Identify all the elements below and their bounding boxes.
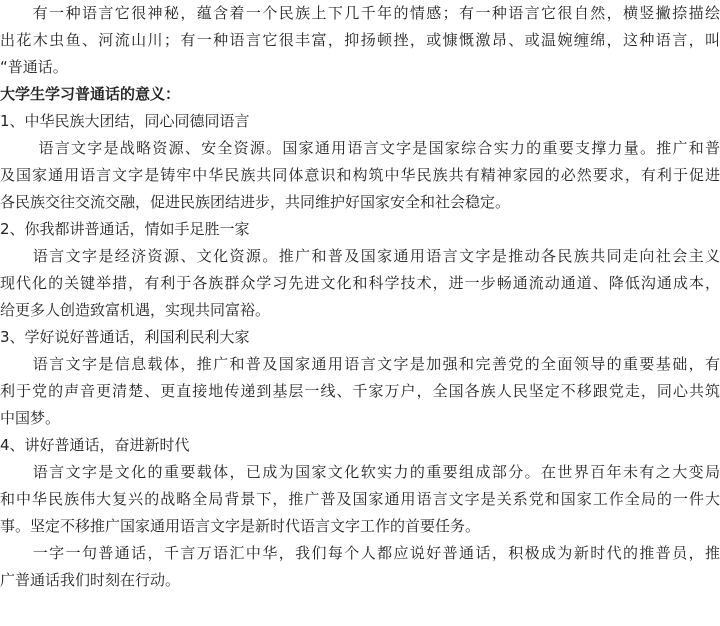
- intro-line: “普通话。: [0, 58, 68, 76]
- paragraph-line: 各民族交往交流交融，促进民族团结进步，共同维护好国家安全和社会稳定。: [0, 193, 511, 211]
- section-title: 3、学好说好普通话，利国利民利大家: [0, 328, 250, 346]
- closing-paragraph: [0, 540, 720, 594]
- paragraph-line: 及国家通用语言文字是铸牢中华民族共同体意识和构筑中华民族共有精神家园的必然要求，有利于促进: [0, 166, 720, 184]
- section-heading: 大学生学习普通话的意义：: [0, 85, 181, 103]
- section-title: 4、讲好普通话，奋进新时代: [0, 436, 190, 454]
- section-paragraph: [0, 459, 720, 540]
- closing-line: 一字一句普通话，千言万语汇中华，我们每个人都应说好普通话，积极成为新时代的推普员，推: [0, 544, 720, 562]
- section-title: 2、你我都讲普通话，情如手足胜一家: [0, 220, 250, 238]
- paragraph-line: 事。坚定不移推广国家通用语言文字是新时代语言文字工作的首要任务。: [0, 517, 481, 535]
- section-paragraph: [0, 243, 720, 324]
- section-2: [0, 216, 720, 324]
- section-4: [0, 432, 720, 540]
- paragraph-line: 语言文字是文化的重要载体，已成为国家文化软实力的重要组成部分。在世界百年未有之大变局: [0, 463, 720, 481]
- section-1: [0, 108, 720, 216]
- section-3: [0, 324, 720, 432]
- paragraph-line: 语言文字是经济资源、文化资源。推广和普及国家通用语言文字是推动各民族共同走向社会主义: [0, 247, 720, 265]
- paragraph-line: 和中华民族伟大复兴的战略全局背景下，推广普及国家通用语言文字是关系党和国家工作全局的一件大: [0, 490, 720, 508]
- paragraph-line: 语言文字是战略资源、安全资源。国家通用语言文字是国家综合实力的重要支撑力量。推广和普: [0, 139, 720, 157]
- section-paragraph: [0, 351, 720, 432]
- intro-paragraph: [0, 0, 720, 81]
- intro-line: 有一种语言它很神秘，蕴含着一个民族上下几千年的情感；有一种语言它很自然，横竖撇捺描绘: [0, 4, 720, 22]
- section-title: 1、中华民族大团结，同心同德同语言: [0, 112, 250, 130]
- closing-line: 广普通话我们时刻在行动。: [0, 571, 181, 589]
- section-paragraph: [0, 135, 720, 216]
- paragraph-line: 现代化的关键举措，有利于各族群众学习先进文化和科学技术，进一步畅通流动通道、降低沟通成本，: [0, 274, 720, 292]
- paragraph-line: 语言文字是信息载体，推广和普及国家通用语言文字是加强和完善党的全面领导的重要基础，有: [0, 355, 720, 373]
- paragraph-line: 利于党的声音更清楚、更直接地传递到基层一线、千家万户，全国各族人民坚定不移跟党走，同心共筑: [0, 382, 720, 400]
- paragraph-line: 中国梦。: [0, 409, 61, 427]
- intro-line: 出花木虫鱼、河流山川；有一种语言它很丰富，抑扬顿挫，或慷慨激昂、或温婉缠绵，这种语言，叫: [0, 31, 720, 49]
- paragraph-line: 给更多人创造致富机遇，实现共同富裕。: [0, 301, 271, 319]
